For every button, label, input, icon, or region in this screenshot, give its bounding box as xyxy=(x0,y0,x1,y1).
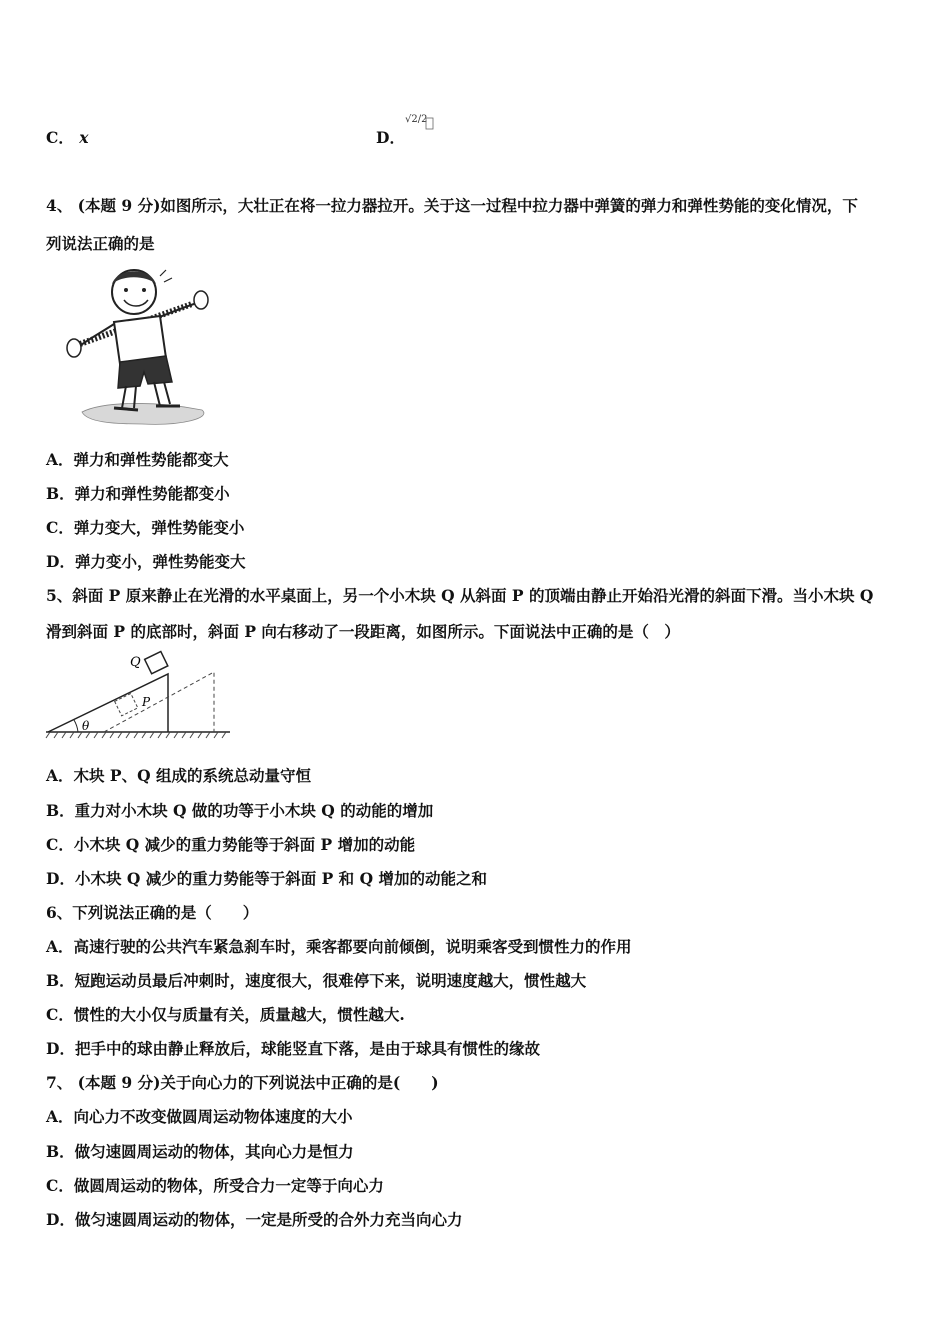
q5-option-b: B．重力对小木块 Q 做的功等于小木块 Q 的动能的增加 xyxy=(46,801,434,820)
q5-figure-incline xyxy=(44,650,234,740)
q7-option-c: C．做圆周运动的物体，所受合力一定等于向心力 xyxy=(46,1176,384,1195)
q4-figure-person-pulling-expander xyxy=(62,262,222,428)
q5-figure-q-label: Q xyxy=(130,655,141,670)
q4-option-d: D．弹力变小，弹性势能变大 xyxy=(46,552,246,571)
q5-stem-line1: 5、斜面 P 原来静止在光滑的水平桌面上，另一个小木块 Q 从斜面 P 的顶端由静止开始沿光滑的斜面下滑。当小木块 Q xyxy=(46,586,874,605)
q7-stem: 7、 (本题 9 分)关于向心力的下列说法中正确的是( ) xyxy=(46,1073,439,1092)
q3-option-d xyxy=(376,128,405,148)
q6-option-d: D．把手中的球由静止释放后，球能竖直下落，是由于球具有惯性的缘故 xyxy=(46,1039,540,1058)
q5-option-a: A．木块 P、Q 组成的系统总动量守恒 xyxy=(46,766,311,785)
q3-option-d-value: √2/2 xyxy=(405,114,428,125)
q3-option-d-formula xyxy=(403,110,443,144)
q6-option-c: C．惯性的大小仅与质量有关，质量越大，惯性越大. xyxy=(46,1005,405,1024)
q5-figure-p-label: P xyxy=(142,695,151,709)
q7-option-b: B．做匀速圆周运动的物体，其向心力是恒力 xyxy=(46,1142,354,1161)
q3-option-c xyxy=(46,128,89,148)
q6-option-b: B．短跑运动员最后冲刺时，速度很大，很难停下来，说明速度越大，惯性越大 xyxy=(46,971,587,990)
q5-option-d: D．小木块 Q 减少的重力势能等于斜面 P 和 Q 增加的动能之和 xyxy=(46,869,487,888)
q4-stem-line1: 4、 (本题 9 分)如图所示，大壮正在将一拉力器拉开。关于这一过程中拉力器中弹簧的弹力和弹性势能的变化情况，下 xyxy=(46,196,858,215)
q6-stem: 6、下列说法正确的是（ ） xyxy=(46,903,259,922)
q4-stem-line2: 列说法正确的是 xyxy=(46,234,155,253)
q4-option-b: B．弹力和弹性势能都变小 xyxy=(46,484,230,503)
q3-option-c-value: x xyxy=(79,128,89,147)
q5-figure-theta-label: θ xyxy=(82,719,90,733)
q7-option-a: A．向心力不改变做圆周运动物体速度的大小 xyxy=(46,1107,353,1126)
q4-option-c: C．弹力变大，弹性势能变小 xyxy=(46,518,245,537)
q5-stem-line2: 滑到斜面 P 的底部时，斜面 P 向右移动了一段距离，如图所示。下面说法中正确的是（ ） xyxy=(46,622,680,641)
q4-option-a: A．弹力和弹性势能都变大 xyxy=(46,450,229,469)
q7-option-d: D．做匀速圆周运动的物体，一定是所受的合外力充当向心力 xyxy=(46,1210,463,1229)
q3-option-c-label: C． xyxy=(46,128,74,147)
q5-option-c: C．小木块 Q 减少的重力势能等于斜面 P 增加的动能 xyxy=(46,835,416,854)
q6-option-a: A．高速行驶的公共汽车紧急刹车时，乘客都要向前倾倒，说明乘客受到惯性力的作用 xyxy=(46,937,632,956)
q3-option-d-label: D． xyxy=(376,128,405,147)
